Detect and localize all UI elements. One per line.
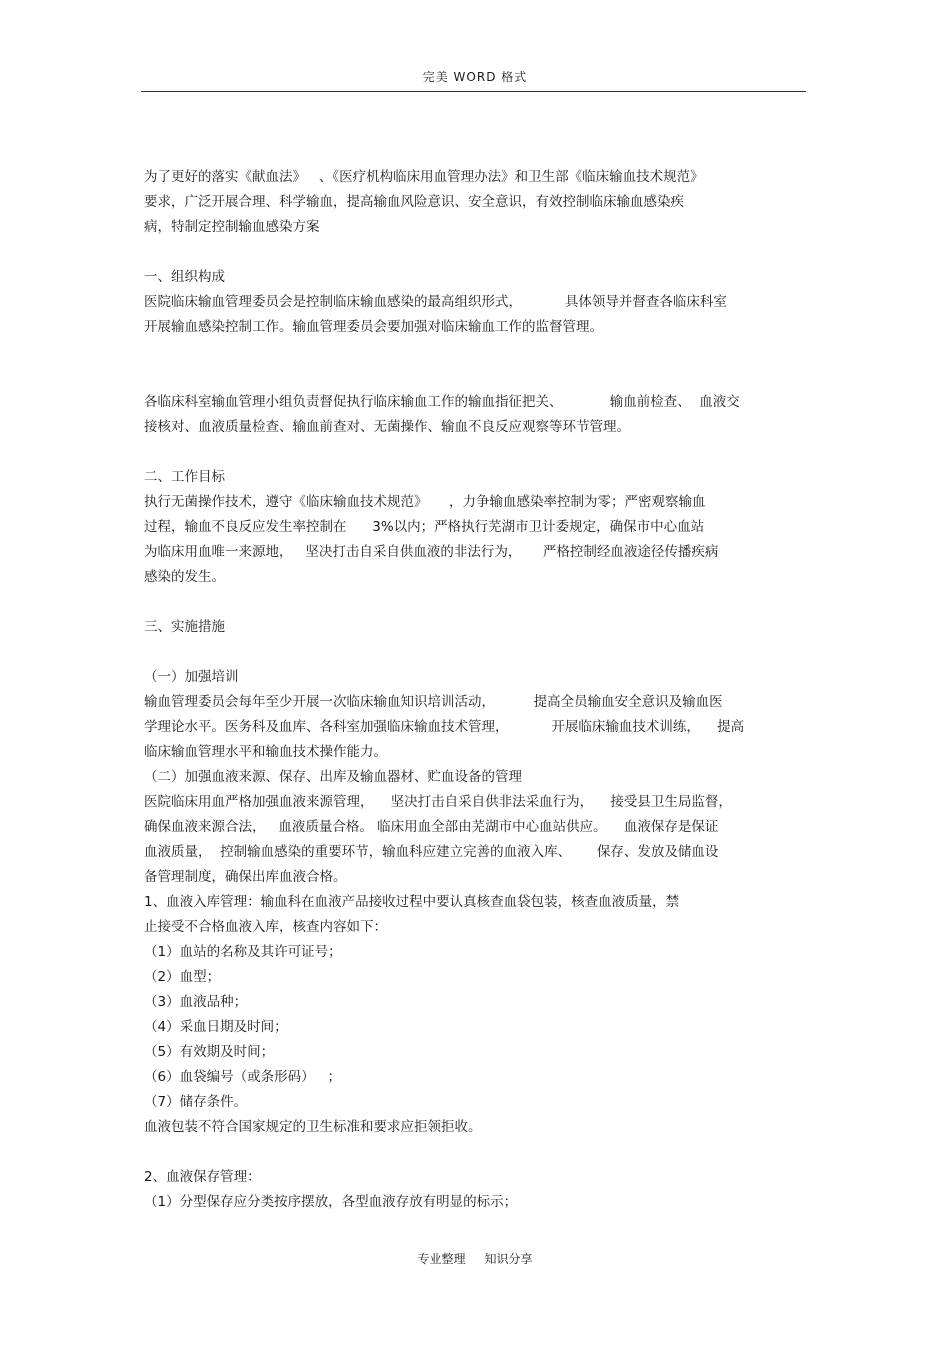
page-header-title: 完美 WORD 格式 <box>422 70 528 84</box>
text-line: 为临床用血唯一来源地， 坚决打击自采自供血液的非法行为， 严格控制经血液途径传播疾病 <box>144 544 719 560</box>
text-line: 接核对、血液质量检查、输血前查对、无菌操作、输血不良反应观察等环节管理。 <box>144 419 630 435</box>
list-item: （7）储存条件。 <box>144 1094 248 1110</box>
text-line: 确保血液来源合法， 血液质量合格。 临床用血全部由芜湖市中心血站供应。 血液保存是保证 <box>144 819 719 835</box>
intro-paragraph <box>144 165 810 240</box>
list-item: （6）血袋编号（或条形码） ； <box>144 1069 341 1085</box>
paragraph <box>144 690 810 765</box>
paragraph <box>144 290 810 340</box>
text-line: 医院临床输血管理委员会是控制临床输血感染的最高组织形式， 具体领导并督查各临床科室 <box>144 294 727 310</box>
text-line: 为了更好的落实《献血法》 、《医疗机构临床用血管理办法》和卫生部《临床输血技术规范》 <box>144 169 704 185</box>
section-heading: 一、组织构成 <box>144 269 225 285</box>
check-list <box>144 940 810 1115</box>
item-heading: 2、血液保存管理： <box>144 1169 261 1185</box>
text-line: 各临床科室输血管理小组负责督促执行临床输血工作的输血指征把关、 输血前检查、 血液交 <box>144 394 740 410</box>
text-line: 病，特制定控制输血感染方案 <box>144 219 320 235</box>
text-line: 止接受不合格血液入库，核查内容如下： <box>144 919 387 935</box>
list-item: （2）血型； <box>144 969 221 985</box>
text-line: 医院临床用血严格加强血液来源管理， 坚决打击自采自供非法采血行为， 接受县卫生局监督， <box>144 794 732 810</box>
section-heading: 三、实施措施 <box>144 619 225 635</box>
header-divider <box>141 91 806 92</box>
paragraph <box>144 390 810 440</box>
text-line: 学理论水平。医务科及血库、各科室加强临床输血技术管理， 开展临床输血技术训练， 提高 <box>144 719 745 735</box>
list-item: （3）血液品种； <box>144 994 248 1010</box>
page-footer: 专业整理 知识分享 <box>417 1252 533 1266</box>
text-line: 输血管理委员会每年至少开展一次临床输血知识培训活动， 提高全员输血安全意识及输血医 <box>144 694 723 710</box>
text-line: 开展输血感染控制工作。输血管理委员会要加强对临床输血工作的监督管理。 <box>144 319 603 335</box>
paragraph <box>144 490 810 590</box>
list-item: （1）分型保存应分类按序摆放，各型血液存放有明显的标示； <box>144 1194 518 1210</box>
text-line: 血液包装不符合国家规定的卫生标准和要求应拒领拒收。 <box>144 1119 482 1135</box>
text-line: 要求，广泛开展合理、科学输血，提高输血风险意识、安全意识，有效控制临床输血感染疾 <box>144 194 684 210</box>
list-item: （5）有效期及时间； <box>144 1044 275 1060</box>
text-line: 感染的发生。 <box>144 569 225 585</box>
subsection-heading: （一）加强培训 <box>144 669 239 685</box>
subsection-heading: （二）加强血液来源、保存、出库及输血器材、贮血设备的管理 <box>144 769 522 785</box>
list-item: （1）血站的名称及其许可证号； <box>144 944 342 960</box>
text-line: 过程，输血不良反应发生率控制在 3%以内；严格执行芜湖市卫计委规定，确保市中心血站 <box>144 519 705 535</box>
list-item: （4）采血日期及时间； <box>144 1019 288 1035</box>
document-body <box>144 165 810 1215</box>
text-line: 执行无菌操作技术，遵守《临床输血技术规范》 ，力争输血感染率控制为零；严密观察输血 <box>144 494 706 510</box>
text-line: 1、血液入库管理：输血科在血液产品接收过程中要认真核查血袋包装，核查血液质量，禁 <box>144 894 680 910</box>
paragraph <box>144 790 810 890</box>
paragraph <box>144 890 810 940</box>
text-line: 临床输血管理水平和输血技术操作能力。 <box>144 744 387 760</box>
section-heading: 二、工作目标 <box>144 469 225 485</box>
text-line: 血液质量， 控制输血感染的重要环节，输血科应建立完善的血液入库、 保存、发放及储血设 <box>144 844 719 860</box>
text-line: 备管理制度，确保出库血液合格。 <box>144 869 347 885</box>
